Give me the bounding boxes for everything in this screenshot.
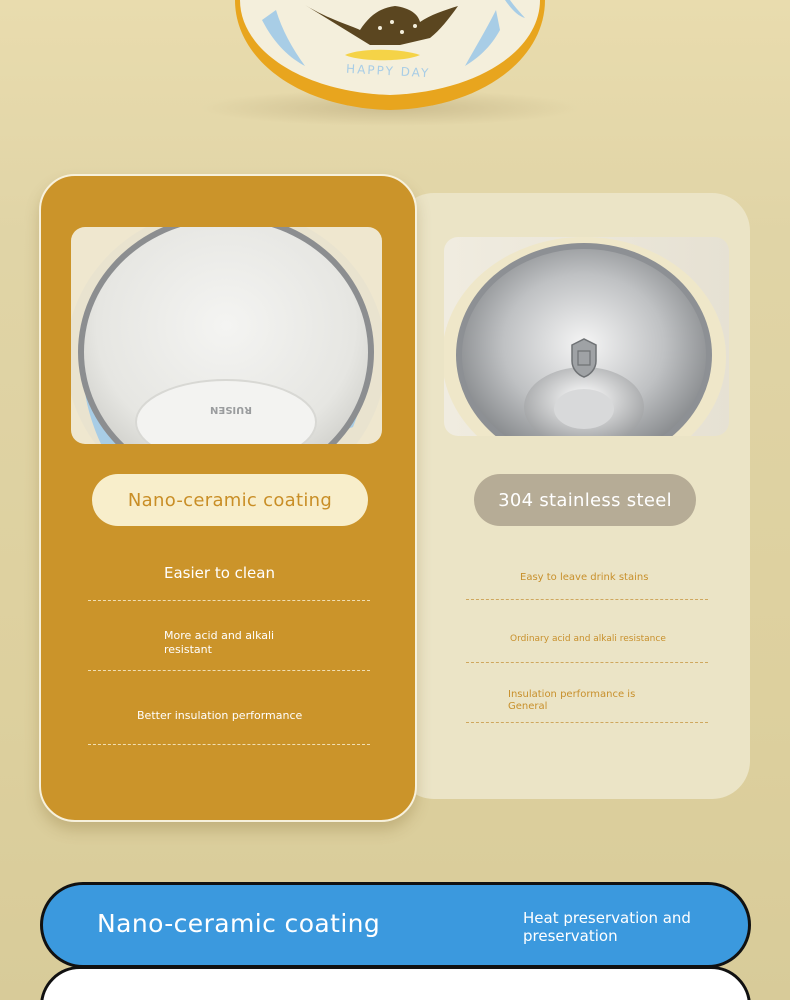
banner-title: Nano-ceramic coating bbox=[97, 909, 381, 938]
ceramic-divider-2 bbox=[88, 670, 370, 671]
next-banner bbox=[40, 966, 751, 1000]
steel-divider-1 bbox=[466, 599, 708, 600]
banner-subtitle: Heat preservation and preservation bbox=[523, 909, 691, 945]
steel-feature-2: Ordinary acid and alkali resistance bbox=[510, 634, 666, 644]
top-product-label: HAPPY DAY bbox=[345, 61, 431, 81]
ceramic-divider-3 bbox=[88, 744, 370, 745]
steel-title-pill: 304 stainless steel bbox=[474, 474, 696, 526]
feature-banner bbox=[40, 882, 751, 968]
ceramic-title-pill: Nano-ceramic coating bbox=[92, 474, 368, 526]
steel-divider-2 bbox=[466, 662, 708, 663]
steel-feature-3: Insulation performance is General bbox=[508, 689, 636, 712]
comparison-card-ceramic bbox=[39, 174, 417, 822]
ceramic-divider-1 bbox=[88, 600, 370, 601]
comparison-card-steel bbox=[396, 193, 750, 799]
ceramic-cup-interior-photo bbox=[71, 227, 382, 444]
steel-cup-interior-photo bbox=[444, 237, 729, 436]
steel-divider-3 bbox=[466, 722, 708, 723]
steel-cup-interior-icon bbox=[444, 237, 729, 436]
ceramic-cup-interior-icon bbox=[71, 227, 382, 444]
steel-feature-1: Easy to leave drink stains bbox=[520, 572, 649, 583]
ceramic-feature-2: More acid and alkali resistant bbox=[164, 629, 275, 656]
ceramic-feature-3: Better insulation performance bbox=[137, 709, 303, 722]
svg-text:RUISEN: RUISEN bbox=[210, 404, 252, 415]
product-cup-base bbox=[0, 0, 790, 130]
ceramic-feature-1: Easier to clean bbox=[164, 564, 275, 582]
